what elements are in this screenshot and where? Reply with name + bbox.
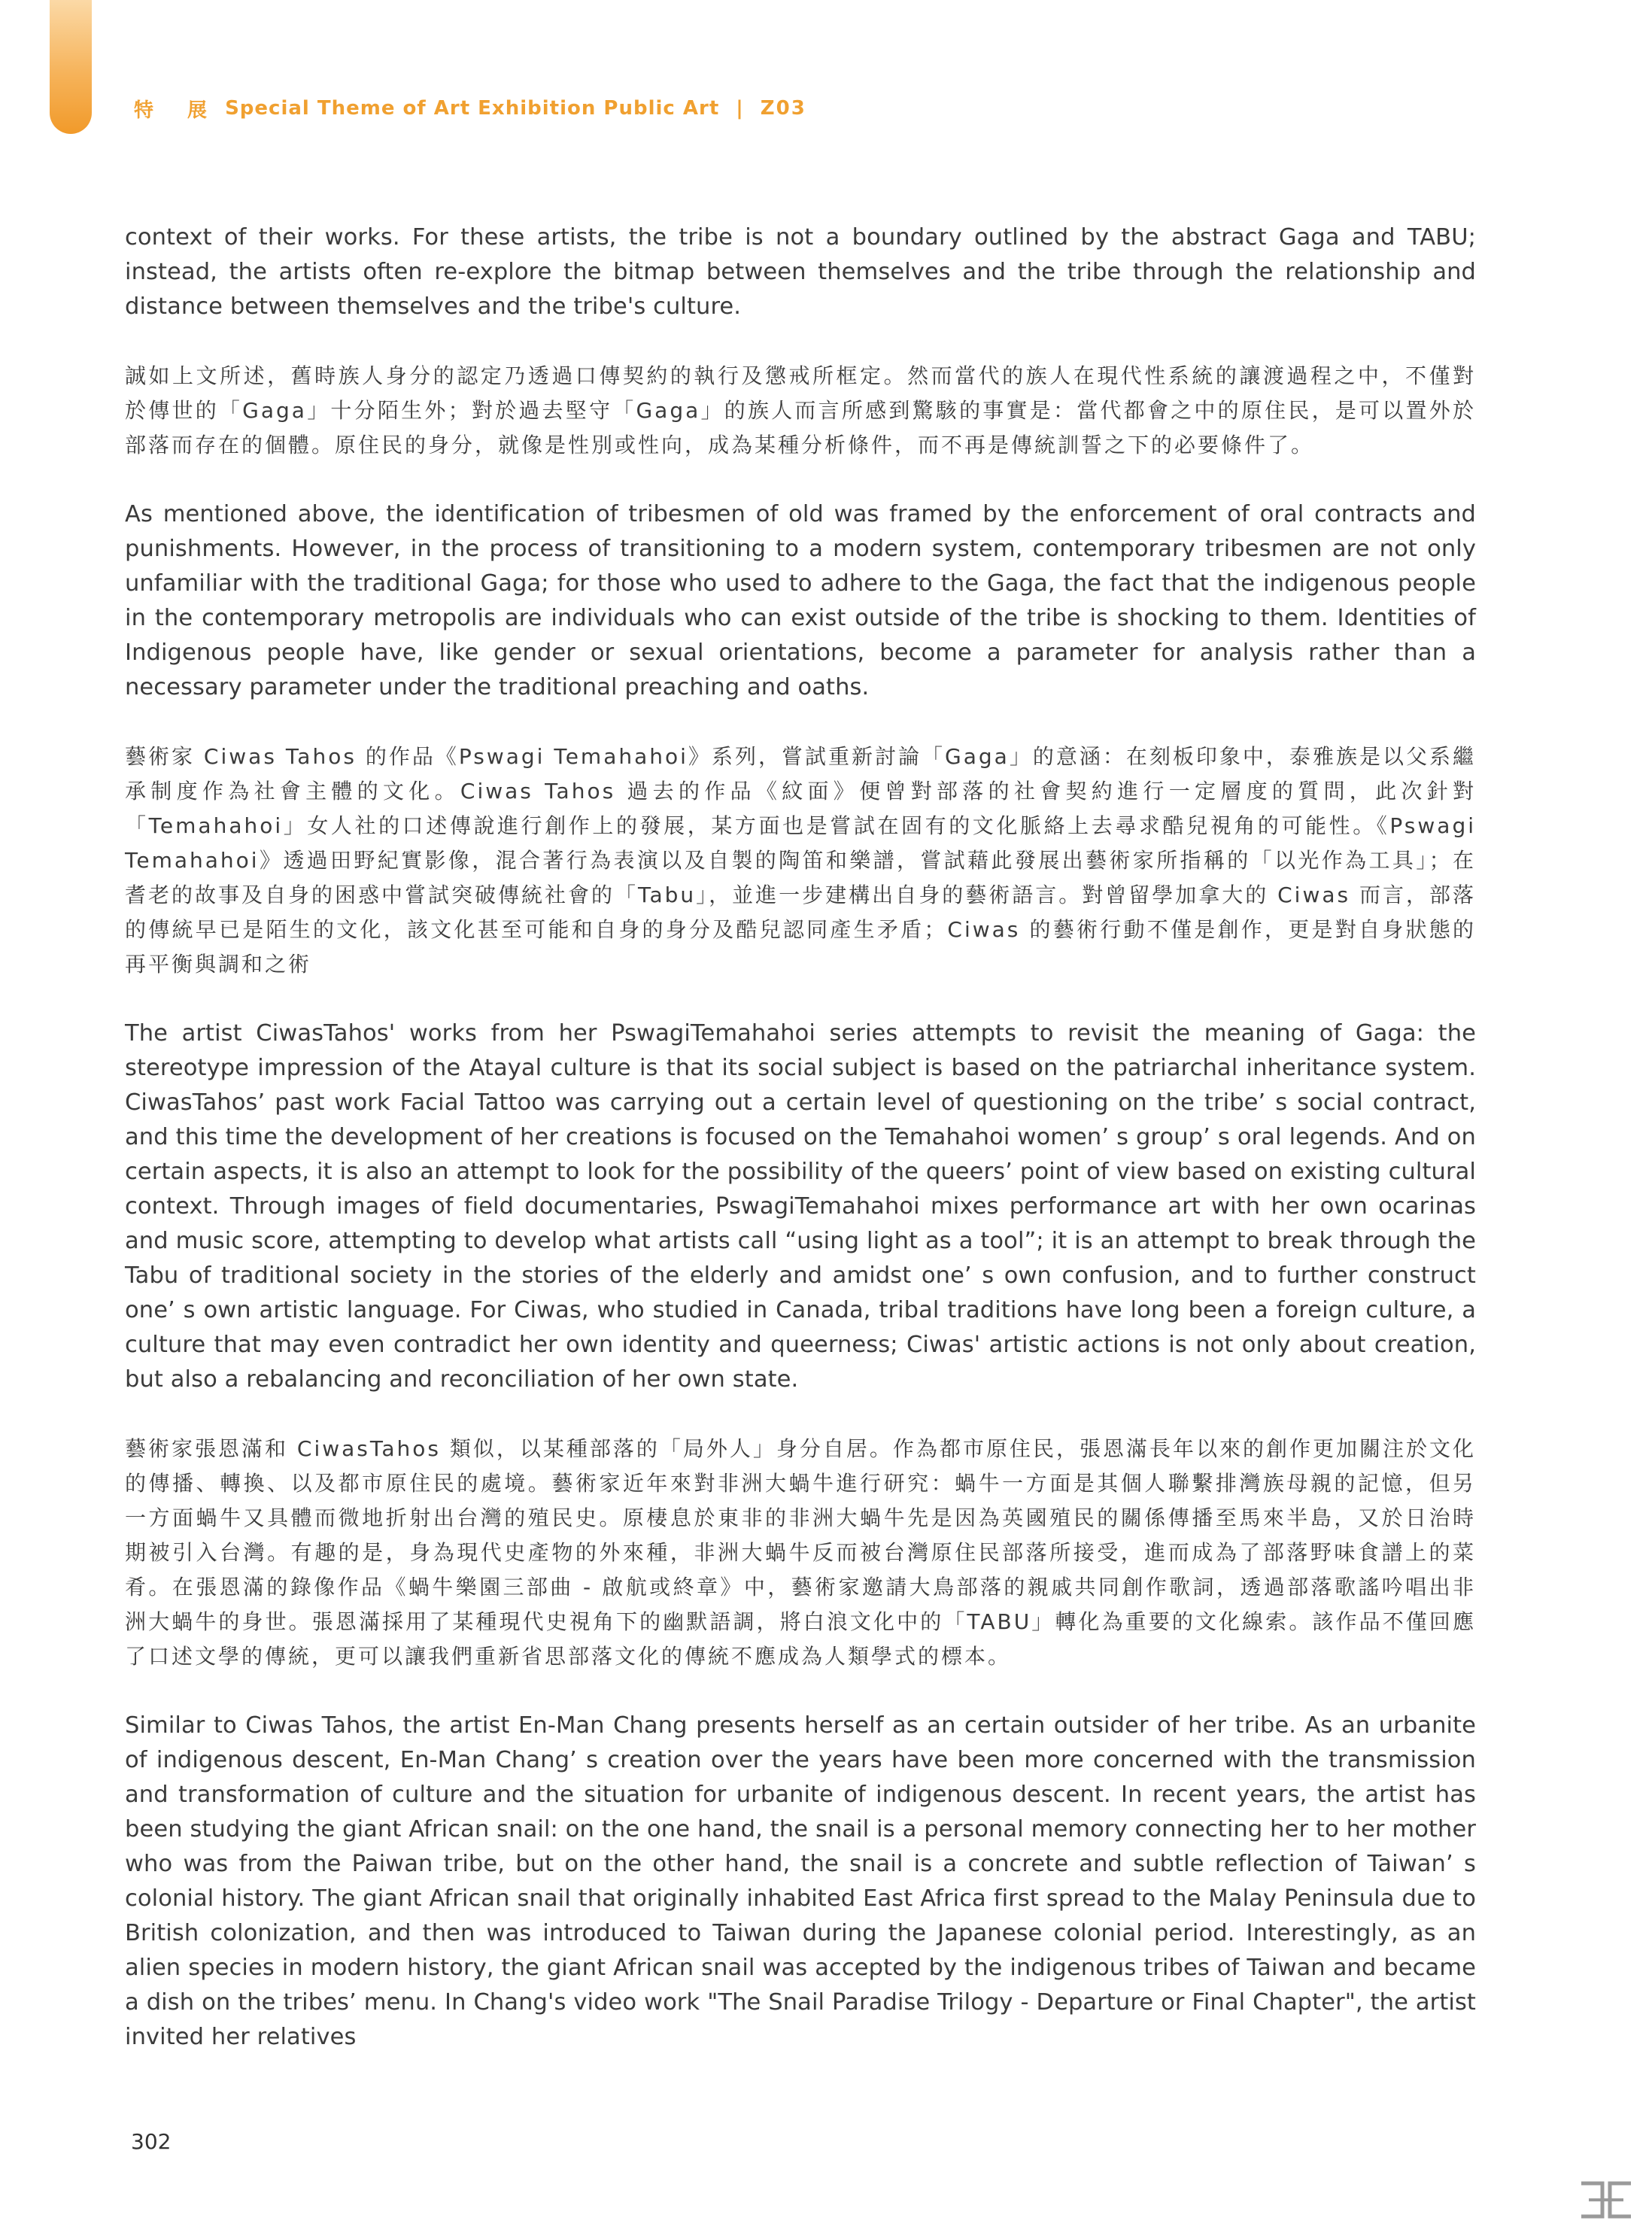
paragraph-en-1: context of their works. For these artists, the tribe is not a boundary outlined by the abstract Gaga and TABU; instead, the artists often re-explore the bitmap between themselves and the tribe through the relationship and distance between themselves and the tribe's culture.: [125, 224, 1476, 320]
paragraph-zh-3: 藝術家張恩滿和 CiwasTahos 類似，以某種部落的「局外人」身分自居。作為都市原住民，張恩滿長年以來的創作更加關注於文化的傳播、轉換、以及都市原住民的處境。藝術家近年來對非洲大蝸牛進行研究：蝸牛一方面是其個人聯繫排灣族母親的記憶，但另一方面蝸牛又具體而微地折射出台灣的殖民史。原棲息於東非的非洲大蝸牛先是因為英國殖民的關係傳播至馬來半島，又於日治時期被引入台灣。有趣的是，身為現代史產物的外來種，非洲大蝸牛反而被台灣原住民部落所接受，進而成為了部落野味食譜上的菜肴。在張恩滿的錄像作品《蝸牛樂園三部曲 - 啟航或終章》中，藝術家邀請大鳥部落的親戚共同創作歌詞，透過部落歌謠吟唱出非洲大蝸牛的身世。張恩滿採用了某種現代史視角下的幽默語調，將白浪文化中的「TABU」轉化為重要的文化線索。該作品不僅回應了口述文學的傳統，更可以讓我們重新省思部落文化的傳統不應成為人類學式的標本。: [125, 1436, 1476, 1669]
header-separator: |: [736, 97, 744, 120]
running-header: [134, 93, 806, 123]
header-tab-decoration: [50, 0, 92, 134]
header-section-zh: 特 展: [134, 99, 221, 122]
header-section-en: Special Theme of Art Exhibition Public Art: [225, 97, 720, 120]
paragraph-en-2: As mentioned above, the identification of tribesmen of old was framed by the enforcement of oral contracts and punishments. However, in the process of transitioning to a modern system, contemporary tribesmen are not only unfamiliar with the traditional Gaga; for those who used to adhere to the Gaga, the fact that the indigenous people in the contemporary metropolis are individuals who can exist outside of the tribe is shocking to them. Identities of Indigenous people have, like gender or sexual orientations, become a parameter for analysis rather than a necessary parameter under the traditional preaching and oaths.: [125, 501, 1476, 700]
page-number: 302: [131, 2129, 172, 2154]
header-code: Z03: [760, 97, 806, 120]
book-mark-icon: [1578, 2179, 1634, 2221]
paragraph-zh-2: 藝術家 Ciwas Tahos 的作品《Pswagi Temahahoi》系列，嘗試重新討論「Gaga」的意涵：在刻板印象中，泰雅族是以父系繼承制度作為社會主體的文化。Ciwas Tahos 過去的作品《紋面》便曾對部落的社會契約進行一定層度的質問，此次針對「Temahahoi」女人社的口述傳說進行創作上的發展，某方面也是嘗試在固有的文化脈絡上去尋求酷兒視角的可能性。《Pswagi Temahahoi》透過田野紀實影像，混合著行為表演以及自製的陶笛和樂譜，嘗試藉此發展出藝術家所指稱的「以光作為工具」；在耆老的故事及自身的困惑中嘗試突破傳統社會的「Tabu」，並進一步建構出自身的藝術語言。對曾留學加拿大的 Ciwas 而言，部落的傳統早已是陌生的文化，該文化甚至可能和自身的身分及酷兒認同產生矛盾；Ciwas 的藝術行動不僅是創作，更是對自身狀態的再平衡與調和之術: [125, 744, 1476, 977]
paragraph-en-4: Similar to Ciwas Tahos, the artist En-Man Chang presents herself as an certain outsider of her tribe. As an urbanite of indigenous descent, En-Man Chang’ s creation over the years have been more concerned with the transmission and transformation of culture and the situation for urbanite of indigenous descent. In recent years, the artist has been studying the giant African snail: on the one hand, the snail is a personal memory connecting her to her mother who was from the Paiwan tribe, but on the other hand, the snail is a concrete and subtle reflection of Taiwan’ s colonial history. The giant African snail that originally inhabited East Africa first spread to the Malay Peninsula due to British colonization, and then was introduced to Taiwan during the Japanese colonial period. Interestingly, as an alien species in modern history, the giant African snail was accepted by the indigenous tribes of Taiwan and became a dish on the tribes’ menu. In Chang's video work "The Snail Paradise Trilogy - Departure or Final Chapter", the artist invited her relatives: [125, 1712, 1476, 2050]
article-body: [125, 220, 1476, 2089]
paragraph-zh-1: 誠如上文所述，舊時族人身分的認定乃透過口傳契約的執行及懲戒所框定。然而當代的族人在現代性系統的讓渡過程之中，不僅對於傳世的「Gaga」十分陌生外；對於過去堅守「Gaga」的族人而言所感到驚駭的事實是：當代都會之中的原住民，是可以置外於部落而存在的個體。原住民的身分，就像是性別或性向，成為某種分析條件，而不再是傳統訓誓之下的必要條件了。: [125, 363, 1476, 457]
paragraph-en-3: The artist CiwasTahos' works from her PswagiTemahahoi series attempts to revisit the meaning of Gaga: the stereotype impression of the Atayal culture is that its social subject is based on the patriarchal inheritance system. CiwasTahos’ past work Facial Tattoo was carrying out a certain level of questioning on the tribe’ s social contract, and this time the development of her creations is focused on the Temahahoi women’ s group’ s oral legends. And on certain aspects, it is also an attempt to look for the possibility of the queers’ point of view based on existing cultural context. Through images of field documentaries, PswagiTemahahoi mixes performance art with her own ocarinas and music score, attempting to develop what artists call “using light as a tool”; it is an attempt to break through the Tabu of traditional society in the stories of the elderly and amidst one’ s own confusion, and to further construct one’ s own artistic language. For Ciwas, who studied in Canada, tribal traditions have long been a foreign culture, a culture that may even contradict her own identity and queerness; Ciwas' artistic actions is not only about creation, but also a rebalancing and reconciliation of her own state.: [125, 1020, 1476, 1393]
